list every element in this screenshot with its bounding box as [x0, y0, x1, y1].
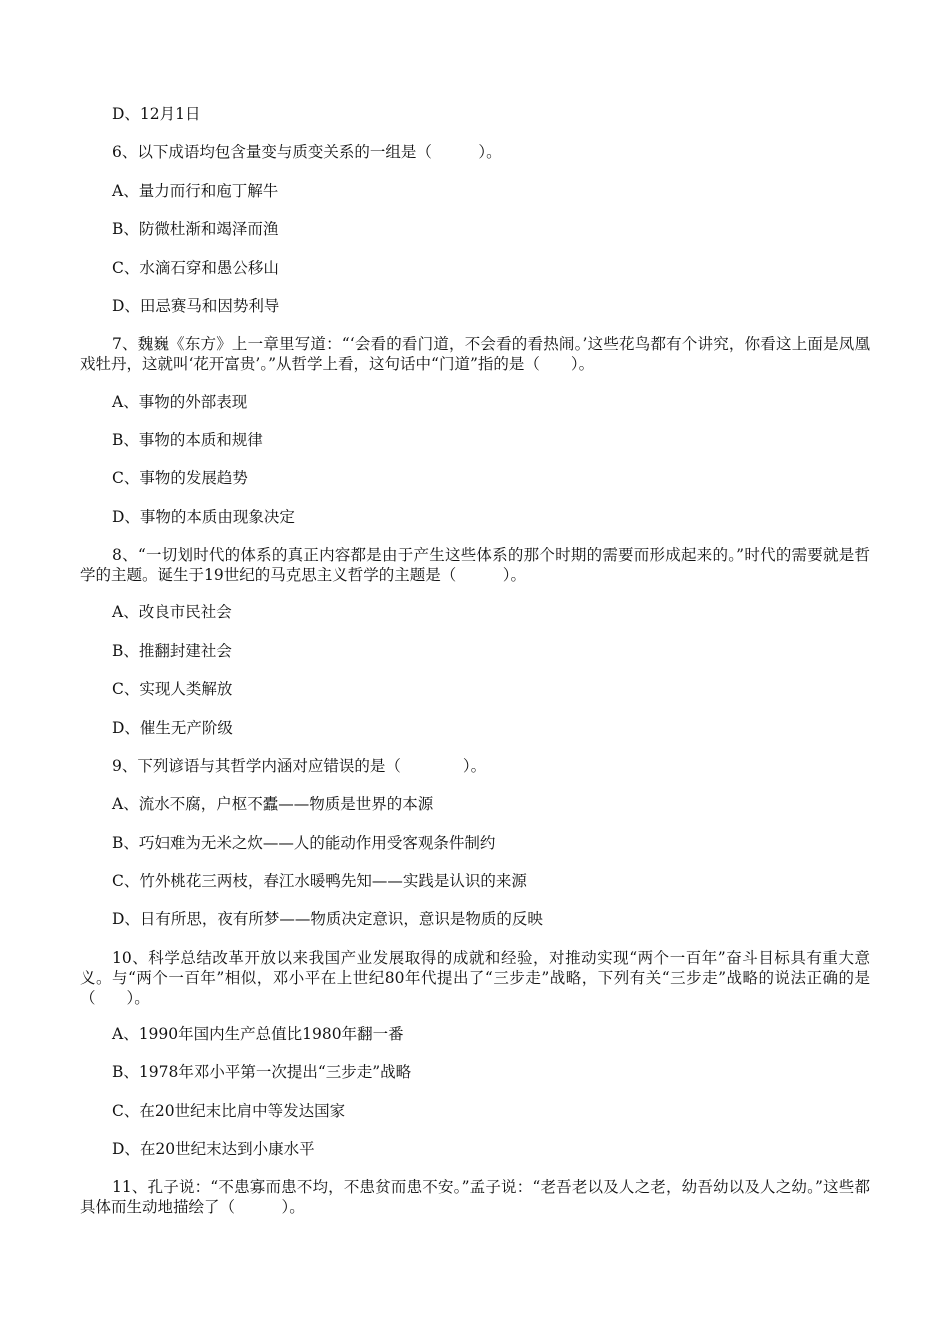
- q10-stem: 10、科学总结改革开放以来我国产业发展取得的成就和经验，对推动实现“两个一百年”奋斗目标具有重大意义。与“两个一百年”相似，邓小平在上世纪80年代提出了“三步走”战略，下列有关“三步走”战略的说法正确的是（ ）。: [80, 949, 870, 1007]
- q8-option-b: B、推翻封建社会: [112, 642, 232, 660]
- q9-option-a: A、流水不腐，户枢不蠹——物质是世界的本源: [112, 795, 434, 813]
- q8-stem: 8、“一切划时代的体系的真正内容都是由于产生这些体系的那个时期的需要而形成起来的。”时代的需要就是哲学的主题。诞生于19世纪的马克思主义哲学的主题是（ ）。: [80, 546, 870, 584]
- q6-option-c: C、水滴石穿和愚公移山: [112, 259, 279, 277]
- q9-stem: 9、下列谚语与其哲学内涵对应错误的是（ ）。: [112, 757, 487, 775]
- q7-stem: 7、魏巍《东方》上一章里写道：“‘会看的看门道，不会看的看热闹。’这些花鸟都有个讲究，你看这上面是凤凰戏牡丹，这就叫‘花开富贵’。”从哲学上看，这句话中“门道”指的是（ ）。: [80, 335, 870, 373]
- q7-option-b: B、事物的本质和规律: [112, 431, 263, 449]
- q9-option-d: D、日有所思，夜有所梦——物质决定意识，意识是物质的反映: [112, 910, 543, 928]
- q10-option-d: D、在20世纪末达到小康水平: [112, 1140, 315, 1158]
- q6-stem: 6、以下成语均包含量变与质变关系的一组是（ ）。: [112, 143, 502, 161]
- q6-option-d: D、田忌赛马和因势利导: [112, 297, 280, 315]
- q10-option-b: B、1978年邓小平第一次提出“三步走”战略: [112, 1063, 412, 1081]
- q11-stem: 11、孔子说：“不患寡而患不均，不患贫而患不安。”孟子说：“老吾老以及人之老，幼吾幼以及人之幼。”这些都具体而生动地描绘了（ ）。: [80, 1178, 870, 1216]
- q9-option-b: B、巧妇难为无米之炊——人的能动作用受客观条件制约: [112, 834, 496, 852]
- q10-option-a: A、1990年国内生产总值比1980年翻一番: [112, 1025, 404, 1043]
- q8-option-a: A、改良市民社会: [112, 603, 232, 621]
- q5-option-d: D、12月1日: [112, 105, 201, 123]
- q10-option-c: C、在20世纪末比肩中等发达国家: [112, 1102, 346, 1120]
- q6-option-b: B、防微杜渐和竭泽而渔: [112, 220, 279, 238]
- q6-option-a: A、量力而行和庖丁解牛: [112, 182, 279, 200]
- q8-option-c: C、实现人类解放: [112, 680, 233, 698]
- q7-option-c: C、事物的发展趋势: [112, 469, 248, 487]
- q7-option-d: D、事物的本质由现象决定: [112, 508, 295, 526]
- q7-option-a: A、事物的外部表现: [112, 393, 248, 411]
- q9-option-c: C、竹外桃花三两枝，春江水暖鸭先知——实践是认识的来源: [112, 872, 527, 890]
- q8-option-d: D、催生无产阶级: [112, 719, 233, 737]
